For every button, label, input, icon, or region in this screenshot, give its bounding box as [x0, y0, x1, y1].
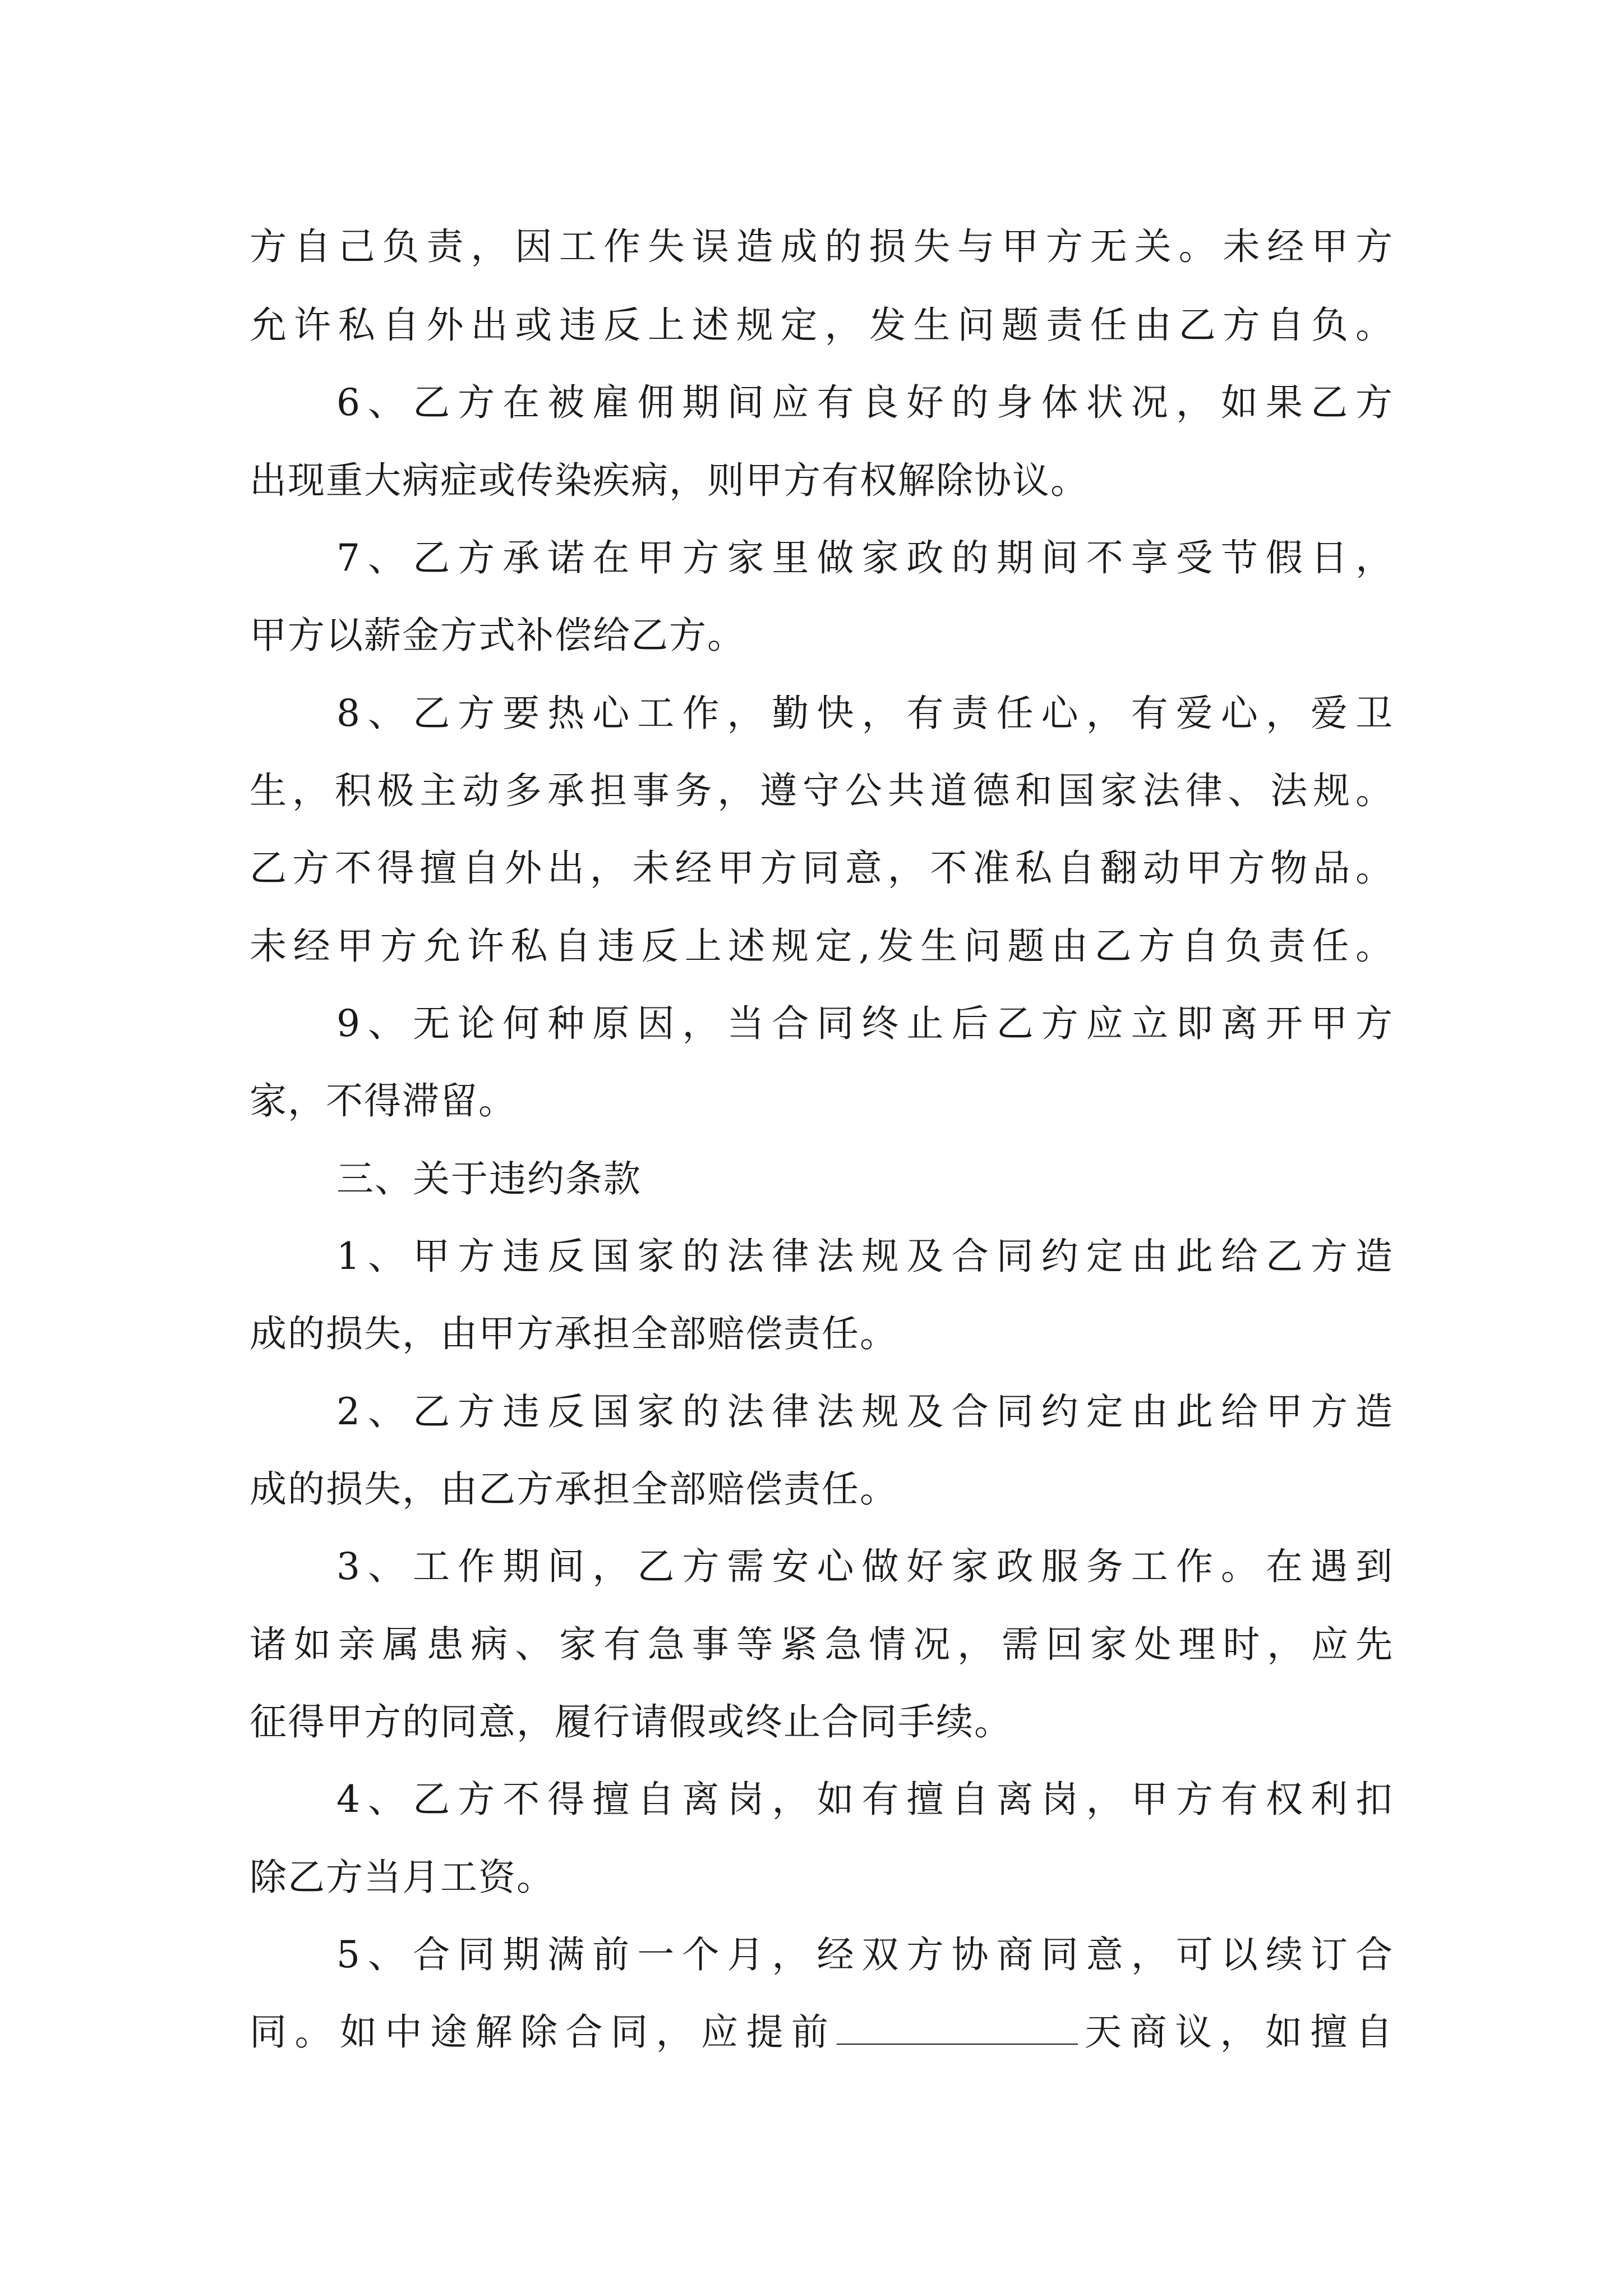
section-heading: 三、关于违约条款 — [336, 1157, 642, 1200]
text-line: 7、乙方承诺在甲方家里做家政的期间不享受节假日， — [336, 536, 1394, 579]
text-line: 甲方以薪金方式补偿给乙方。 — [250, 614, 745, 657]
text-line: 方自己负责，因工作失误造成的损失与甲方无关。未经甲方 — [250, 225, 1394, 268]
text-line: 允许私自外出或违反上述规定，发生问题责任由乙方自负。 — [250, 303, 1394, 347]
text-line: 出现重大病症或传染疾病，则甲方有权解除协议。 — [250, 459, 1089, 502]
text-line: 除乙方当月工资。 — [250, 1856, 555, 1899]
text-line: 生，积极主动多承担事务，遵守公共道德和国家法律、法规。 — [250, 769, 1394, 812]
text-line: 5、合同期满前一个月，经双方协商同意，可以续订合 — [336, 1933, 1394, 1976]
text-line: 8、乙方要热心工作，勤快，有责任心，有爱心，爱卫 — [336, 692, 1394, 735]
text-line: 家，不得滞留。 — [250, 1079, 517, 1122]
text-segment: 天商议，如擅自 — [1077, 2010, 1394, 2054]
text-line: 1、甲方违反国家的法律法规及合同约定由此给乙方造 — [336, 1235, 1394, 1278]
text-line: 2、乙方违反国家的法律法规及合同约定由此给甲方造 — [336, 1390, 1394, 1433]
text-line: 3、工作期间，乙方需安心做好家政服务工作。在遇到 — [336, 1545, 1394, 1588]
text-line: 6、乙方在被雇佣期间应有良好的身体状况，如果乙方 — [336, 381, 1394, 424]
text-line: 9、无论何种原因，当合同终止后乙方应立即离开甲方 — [336, 1002, 1394, 1045]
text-line: 未经甲方允许私自违反上述规定,发生问题由乙方自负责任。 — [250, 924, 1394, 968]
text-line: 诸如亲属患病、家有急事等紧急情况，需回家处理时，应先 — [250, 1623, 1394, 1666]
text-line: 成的损失，由甲方承担全部赔偿责任。 — [250, 1312, 898, 1355]
fill-in-blank — [837, 2009, 1078, 2045]
text-line: 乙方不得擅自外出，未经甲方同意，不准私自翻动甲方物品。 — [250, 846, 1394, 890]
text-line: 4、乙方不得擅自离岗，如有擅自离岗，甲方有权利扣 — [336, 1778, 1394, 1821]
text-line: 成的损失，由乙方承担全部赔偿责任。 — [250, 1467, 898, 1511]
text-line: 征得甲方的同意，履行请假或终止合同手续。 — [250, 1700, 1012, 1743]
text-segment: 同。如中途解除合同，应提前 — [250, 2010, 837, 2054]
text-line-with-blank — [250, 2001, 1394, 2063]
